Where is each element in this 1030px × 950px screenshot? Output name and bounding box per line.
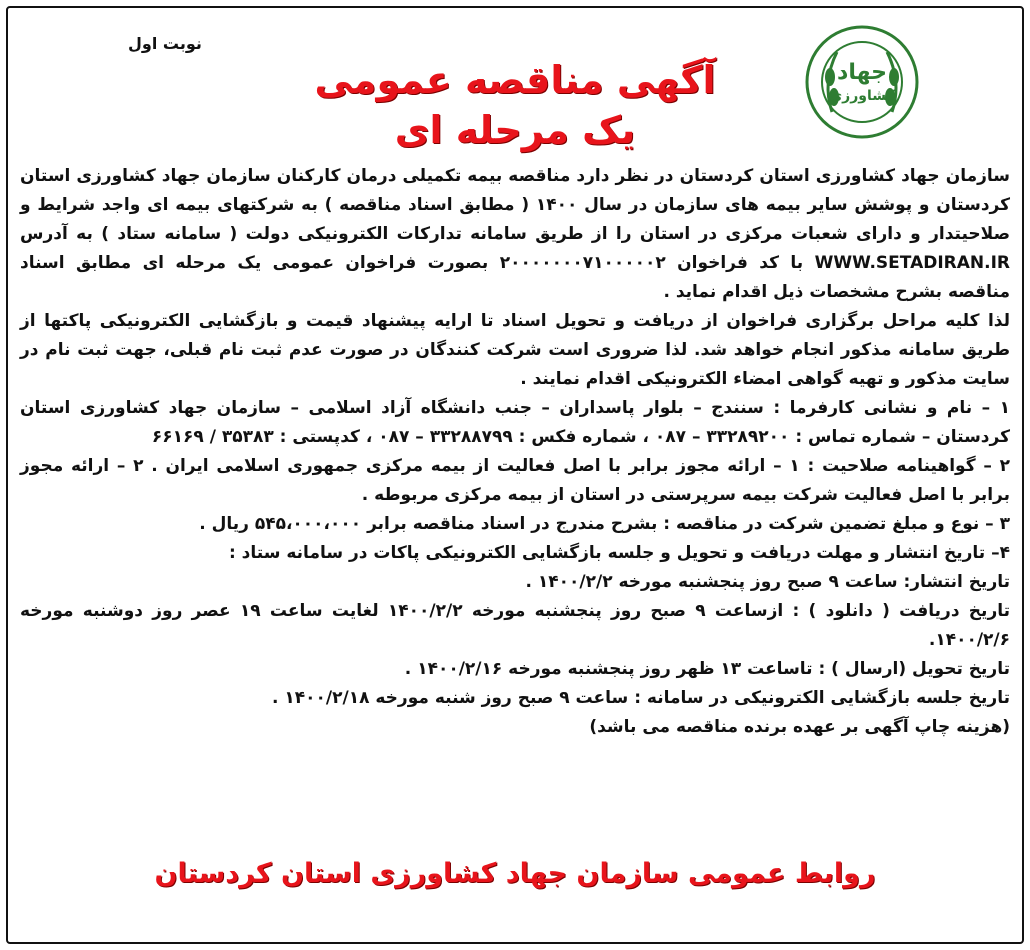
notice-title: آگهی مناقصه عمومی — [314, 58, 716, 102]
paragraph-download-date: تاریخ دریافت ( دانلود ) : ازساعت ۹ صبح روز پنجشنبه مورخه ۱۴۰۰/۲/۲ لغایت ساعت ۱۹ عصر روز دوشنبه مورخه ۱۴۰۰/۲/۶. — [20, 601, 1010, 650]
round-label: نوبت اول — [128, 34, 202, 53]
paragraph-intro: سازمان جهاد کشاورزی استان کردستان در نظر دارد مناقصه بیمه تکمیلی درمان کارکنان سازمان جهاد کشاورزی استان کردستان و پوشش سایر بیمه های سازمان در سال ۱۴۰۰ ( مطابق اسناد مناقصه ) به شرکتهای بیمه ای واجد شرایط و صلاحیتدار و دارای شعبات مرکزی در استان را از طریق سامانه تدارکات الکترونیکی دولت ( سامانه ستاد ) به آدرس WWW.SETADIRAN.IR با کد فراخوان ۲۰۰۰۰۰۰۰۷۱۰۰۰۰۰۲ بصورت فراخوان عمومی یک مرحله ای مطابق اسناد مناقصه بشرح مشخصات ذیل اقدام نماید . — [20, 166, 1011, 302]
logo-title: جهاد — [837, 60, 887, 85]
paragraph-publish-date: تاریخ انتشار: ساعت ۹ صبح روز پنجشنبه مورخه ۱۴۰۰/۲/۲ . — [525, 572, 1010, 592]
paragraph-schedule-heading: ۴– تاریخ انتشار و مهلت دریافت و تحویل و جلسه بازگشایی الکترونیکی پاکات در سامانه ستاد : — [228, 543, 1010, 563]
logo-subtitle: کشاورزی — [829, 88, 895, 104]
paragraph-opening-date: تاریخ جلسه بازگشایی الکترونیکی در سامانه : ساعت ۹ صبح روز شنبه مورخه ۱۴۰۰/۲/۱۸ . — [272, 688, 1010, 708]
paragraph-qualification: ۲ – گواهینامه صلاحیت : ۱ – ارائه مجوز برابر با اصل فعالیت از بیمه مرکزی جمهوری اسلامی ایران . ۲ – ارائه مجوز برابر با اصل فعالیت شرکت بیمه سرپرستی در استان از بیمه مرکزی مربوطه . — [20, 456, 1010, 505]
footer-signature: روابط عمومی سازمان جهاد کشاورزی استان کردستان — [154, 858, 876, 889]
paragraph-submit-date: تاریخ تحویل (ارسال ) : تاساعت ۱۳ ظهر روز پنجشنبه مورخه ۱۴۰۰/۲/۱۶ . — [404, 659, 1010, 679]
notice-body — [20, 162, 1010, 742]
paragraph-procedure: لذا کلیه مراحل برگزاری فراخوان از دریافت و تحویل اسناد تا ارایه پیشنهاد قیمت و بازگشایی الکترونیکی پاکتها از طریق سامانه مذکور انجام خواهد شد. لذا ضروری است شرکت کنندگان در صورت عدم ثبت نام قبلی، جهت ثبت نام در سایت مذکور و تهیه گواهی امضاء الکترونیکی اقدام نمایند . — [20, 311, 1010, 389]
notice-subtitle: یک مرحله ای — [394, 108, 636, 152]
paragraph-guarantee: ۳ – نوع و مبلغ تضمین شرکت در مناقصه : بشرح مندرج در اسناد مناقصه برابر ۵۴۵،۰۰۰،۰۰۰ ریال . — [199, 514, 1010, 534]
paragraph-cost-note: (هزینه چاپ آگهی بر عهده برنده مناقصه می باشد) — [589, 717, 1010, 737]
paragraph-employer: ۱ – نام و نشانی کارفرما : سنندج – بلوار پاسداران – جنب دانشگاه آزاد اسلامی – سازمان جهاد کشاورزی استان کردستان – شماره تماس : ۳۳۲۸۹۲۰۰ – ۰۸۷ ، شماره فکس : ۳۳۲۸۸۷۹۹ – ۰۸۷ ، کدپستی : ۳۵۳۸۳ / ۶۶۱۶۹ — [20, 398, 1010, 447]
